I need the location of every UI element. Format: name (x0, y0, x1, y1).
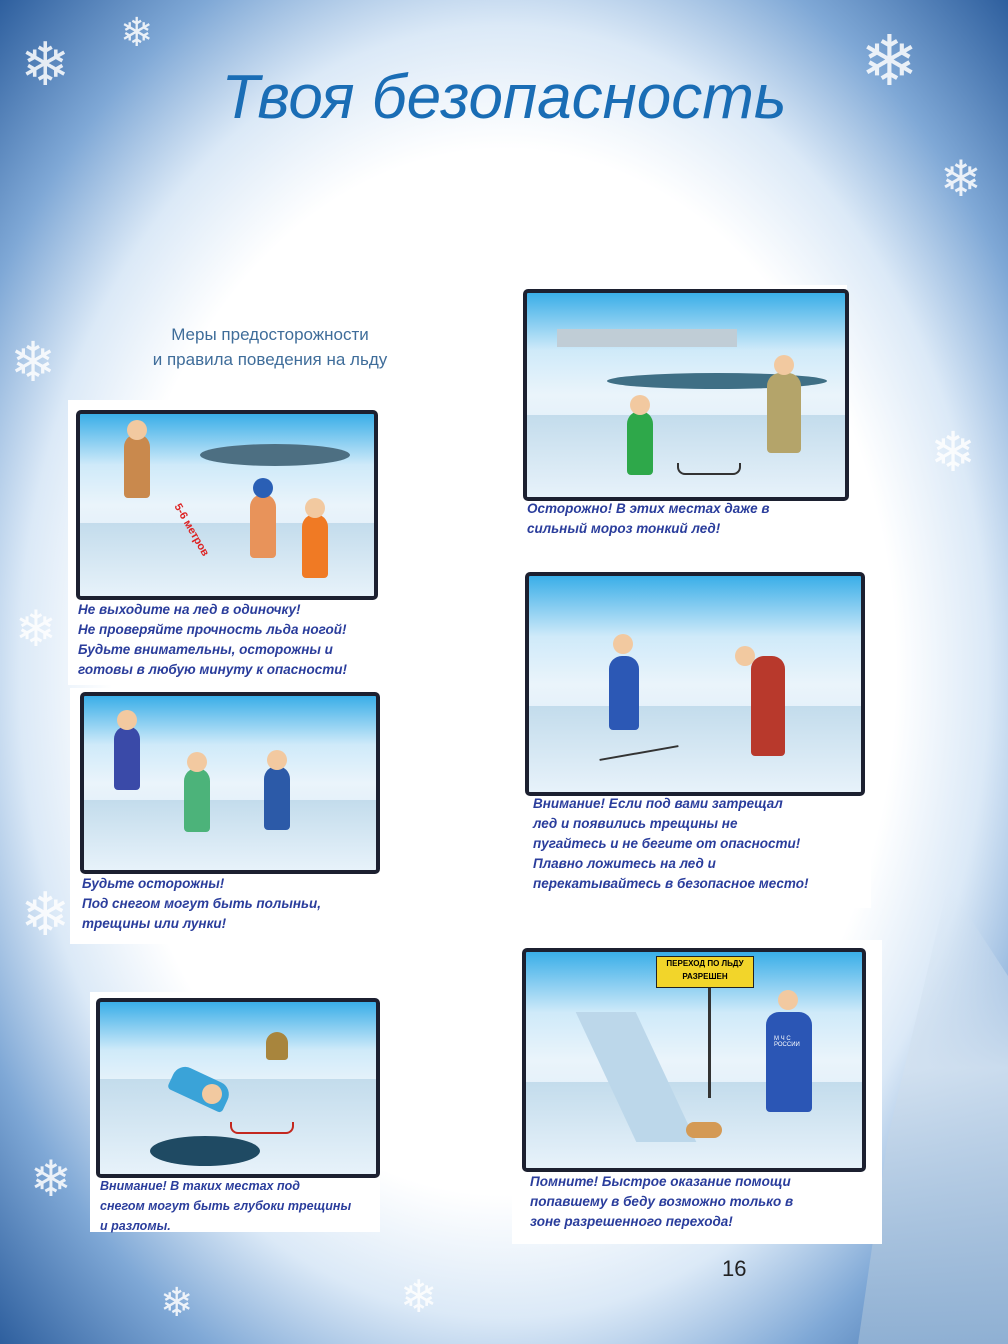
safety-card-thin-ice (517, 285, 847, 545)
sled (230, 1122, 294, 1134)
distance-label: 5-6 метров (171, 501, 212, 559)
safety-card-crossing (512, 940, 882, 1244)
page-title: Твоя безопасность (221, 63, 787, 132)
snowflake-icon: ❄ (30, 1150, 72, 1208)
safety-card-cracks (517, 568, 871, 908)
dog-figure (686, 1122, 722, 1138)
card-caption: Внимание! В таких местах под снегом могут быть глубоки трещины и разломы. (100, 1179, 352, 1233)
head (613, 634, 633, 654)
subtitle-line: Меры предосторожности (171, 325, 369, 344)
card-caption: Помните! Быстрое оказание помощи попавшему в беду возможно только в зоне разрешенного перехода! (530, 1174, 794, 1229)
snowflake-icon: ❄ (930, 420, 977, 484)
snowflake-icon: ❄ (20, 30, 71, 100)
head (267, 750, 287, 770)
hockey-player-figure (184, 768, 210, 832)
head (778, 990, 798, 1010)
subtitle-line: и правила поведения на льду (152, 350, 388, 369)
head (305, 498, 325, 518)
head (630, 395, 650, 415)
illustration (525, 572, 865, 796)
adult-figure (124, 434, 150, 498)
illustration (523, 289, 849, 501)
skier-figure (114, 726, 140, 790)
snowflake-icon: ❄ (940, 150, 982, 208)
illustration (96, 998, 380, 1178)
snowflake-icon: ❄ (160, 1280, 194, 1326)
card-caption: Не выходите на лед в одиночку! Не проверяйте прочность льда ногой! Будьте внимательны, осторожны и готовы в любую минуту к опасности! (78, 602, 347, 677)
card-caption: Будьте осторожны! Под снегом могут быть полыньи, трещины или лунки! (82, 876, 322, 931)
sign-post (708, 988, 711, 1098)
card-caption: Осторожно! В этих местах даже в сильный мороз тонкий лед! (527, 501, 770, 536)
ice-hole (150, 1136, 260, 1166)
head (774, 355, 794, 375)
open-water (200, 444, 350, 466)
ice-surface (80, 523, 374, 596)
snowflake-icon: ❄ (120, 10, 154, 56)
safety-card-holes (70, 688, 380, 944)
illustration (522, 948, 866, 1172)
head (202, 1084, 222, 1104)
safety-card-alone (68, 400, 378, 685)
snowflake-icon: ❄ (15, 600, 57, 658)
factory-skyline (557, 329, 737, 347)
child-figure (302, 514, 328, 578)
head (117, 710, 137, 730)
adult-figure (767, 373, 801, 453)
head (735, 646, 755, 666)
hockey-player-figure (264, 766, 290, 830)
ice-surface (529, 706, 861, 792)
safety-card-fall (90, 992, 380, 1232)
snowflake-icon: ❄ (400, 1270, 438, 1323)
head (253, 478, 273, 498)
snowflake-icon: ❄ (20, 880, 71, 950)
child-figure (627, 411, 653, 475)
card-caption: Внимание! Если под вами затрещал лед и появились трещины не пугайтесь и не бегите от опасности! Плавно ложитесь на лед и перекатывайтесь в безопасное место! (533, 796, 809, 891)
ice-surface (84, 800, 376, 870)
sled (677, 463, 741, 475)
rescuer-figure (766, 1012, 812, 1112)
child-figure (250, 494, 276, 558)
snowflake-icon: ❄ (10, 330, 57, 394)
adult-figure (751, 656, 785, 756)
head (187, 752, 207, 772)
child-figure (609, 656, 639, 730)
illustration (76, 410, 378, 600)
illustration (80, 692, 380, 874)
jacket-text: М Ч С РОССИИ (774, 1036, 800, 1048)
crossing-sign: ПЕРЕХОД ПО ЛЬДУ РАЗРЕШЕН (656, 956, 754, 988)
page-number: 16 (722, 1256, 747, 1281)
head (127, 420, 147, 440)
section-subtitle (120, 322, 420, 372)
child-figure (266, 1032, 288, 1060)
snowflake-icon: ❄ (860, 20, 919, 102)
